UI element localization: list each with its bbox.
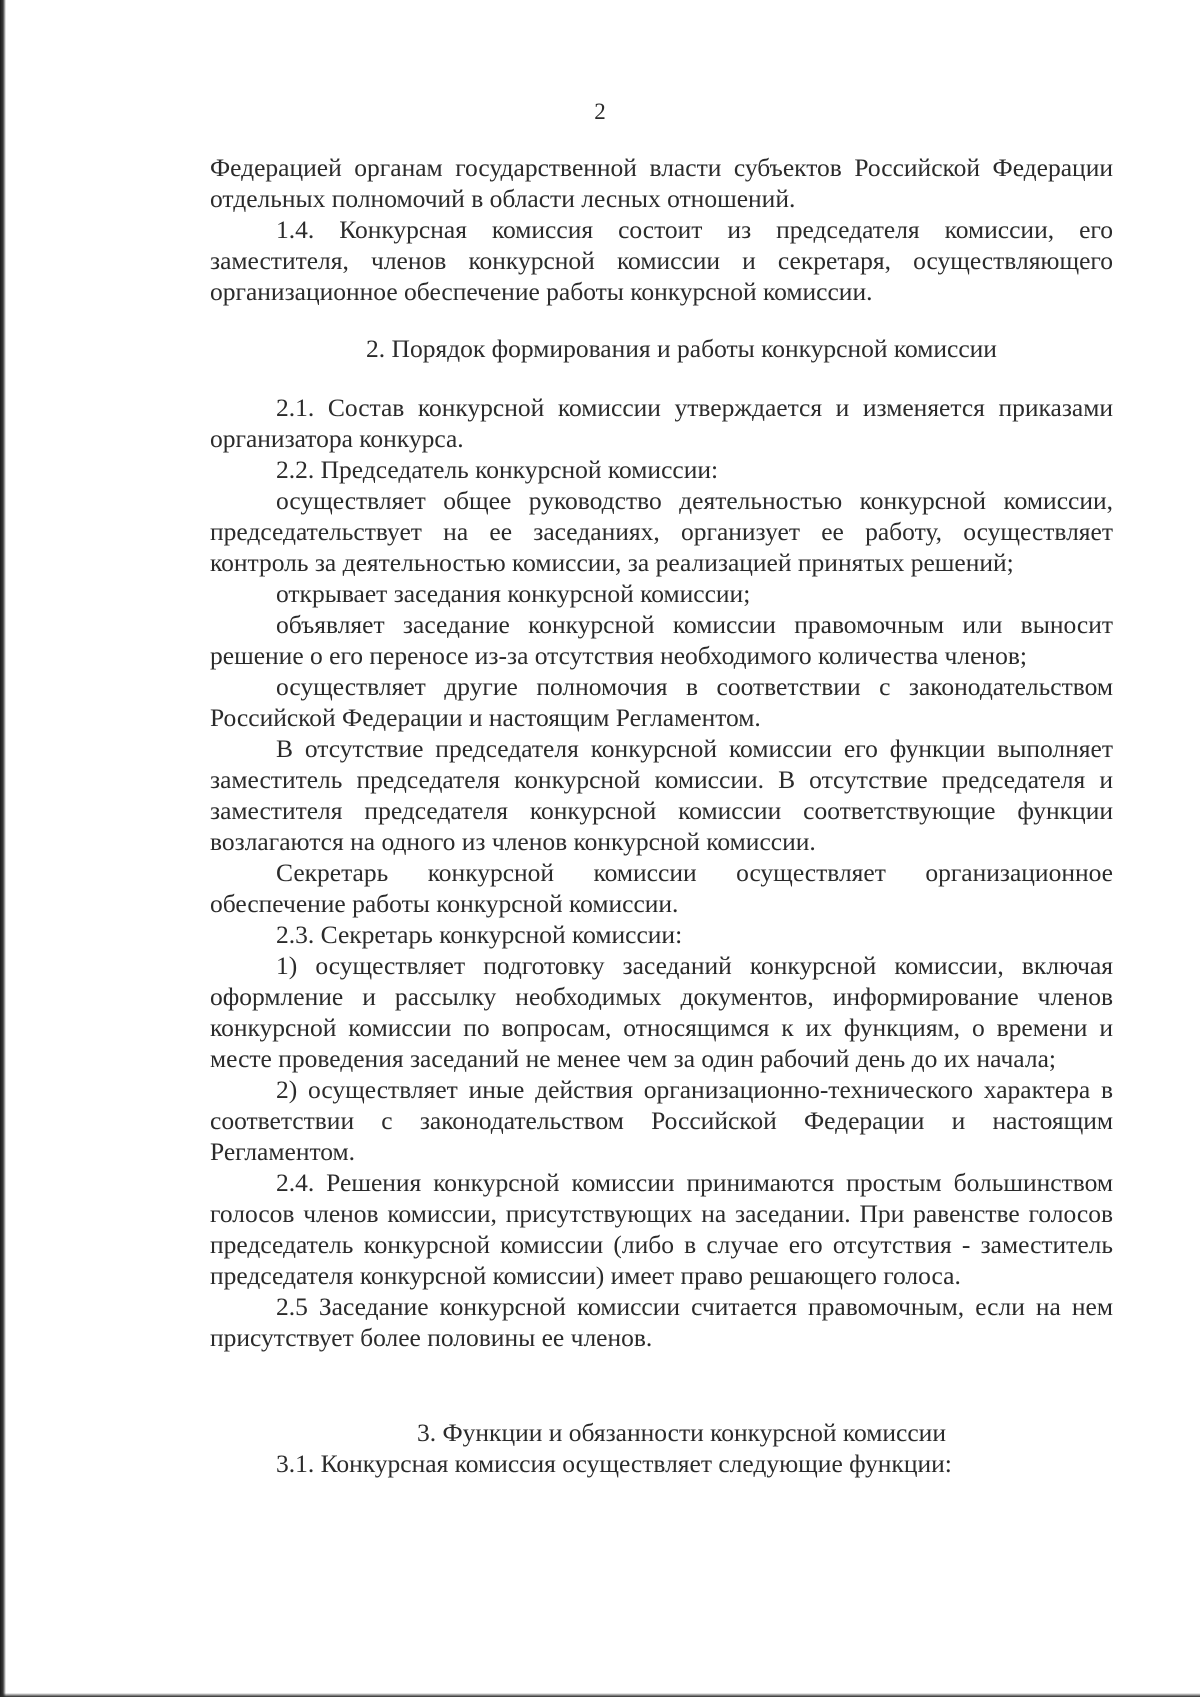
paragraph-1-4: 1.4. Конкурсная комиссия состоит из председателя комиссии, его заместителя, членов конкурсной комиссии и секретаря, осуществляющего организационное обеспечение работы конкурсной комиссии. xyxy=(210,215,1113,306)
paragraph-3-1: 3.1. Конкурсная комиссия осуществляет следующие функции: xyxy=(276,1449,952,1478)
scan-edge-bottom xyxy=(0,1693,1200,1697)
paragraph-2-5: 2.5 Заседание конкурсной комиссии считается правомочным, если на нем присутствует более половины ее членов. xyxy=(210,1292,1113,1352)
document-body xyxy=(210,152,1113,1479)
paragraph-2-3: 2.3. Секретарь конкурсной комиссии: xyxy=(276,920,683,949)
paragraph-2-2: 2.2. Председатель конкурсной комиссии: xyxy=(276,455,719,484)
paragraph-2-3-item-1: 1) осуществляет подготовку заседаний конкурсной комиссии, включая оформление и рассылку необходимых документов, информирование членов конкурсной комиссии по вопросам, относящимся к их функциям, о времени и месте проведения заседаний не менее чем за один рабочий день до их начала; xyxy=(210,951,1113,1073)
paragraph-2-1: 2.1. Состав конкурсной комиссии утверждается и изменяется приказами организатора конкурса. xyxy=(210,393,1113,453)
page-number: 2 xyxy=(594,99,606,124)
paragraph-chair-absence: В отсутствие председателя конкурсной комиссии его функции выполняет заместитель председателя конкурсной комиссии. В отсутствие председателя и заместителя председателя конкурсной комиссии соответствующие функции возлагаются на одного из членов конкурсной комиссии. xyxy=(210,734,1113,856)
paragraph-chair-declares: объявляет заседание конкурсной комиссии правомочным или выносит решение о его переносе из-за отсутствия необходимого количества членов; xyxy=(210,610,1113,670)
paragraph-intro-continuation: Федерацией органам государственной власти субъектов Российской Федерации отдельных полномочий в области лесных отношений. xyxy=(210,153,1113,213)
section-3-title: 3. Функции и обязанности конкурсной комиссии xyxy=(417,1418,946,1447)
scan-edge-left xyxy=(0,0,6,1697)
paragraph-chair-opens: открывает заседания конкурсной комиссии; xyxy=(276,579,751,608)
paragraph-2-4: 2.4. Решения конкурсной комиссии принимаются простым большинством голосов членов комиссии, присутствующих на заседании. При равенстве голосов председатель конкурсной комиссии (либо в случае его отсутствия - заместитель председателя конкурсной комиссии) имеет право решающего голоса. xyxy=(210,1168,1113,1290)
paragraph-chair-other: осуществляет другие полномочия в соответствии с законодательством Российской Федерации и настоящим Регламентом. xyxy=(210,672,1113,732)
paragraph-secretary: Секретарь конкурсной комиссии осуществляет организационное обеспечение работы конкурсной комиссии. xyxy=(210,858,1113,918)
paragraph-chair-duties: осуществляет общее руководство деятельностью конкурсной комиссии, председательствует на ее заседаниях, организует ее работу, осуществляет контроль за деятельностью комиссии, за реализацией принятых решений; xyxy=(210,486,1113,577)
section-2-title: 2. Порядок формирования и работы конкурсной комиссии xyxy=(366,334,997,363)
paragraph-2-3-item-2: 2) осуществляет иные действия организационно-технического характера в соответствии с законодательством Российской Федерации и настоящим Регламентом. xyxy=(210,1075,1113,1166)
